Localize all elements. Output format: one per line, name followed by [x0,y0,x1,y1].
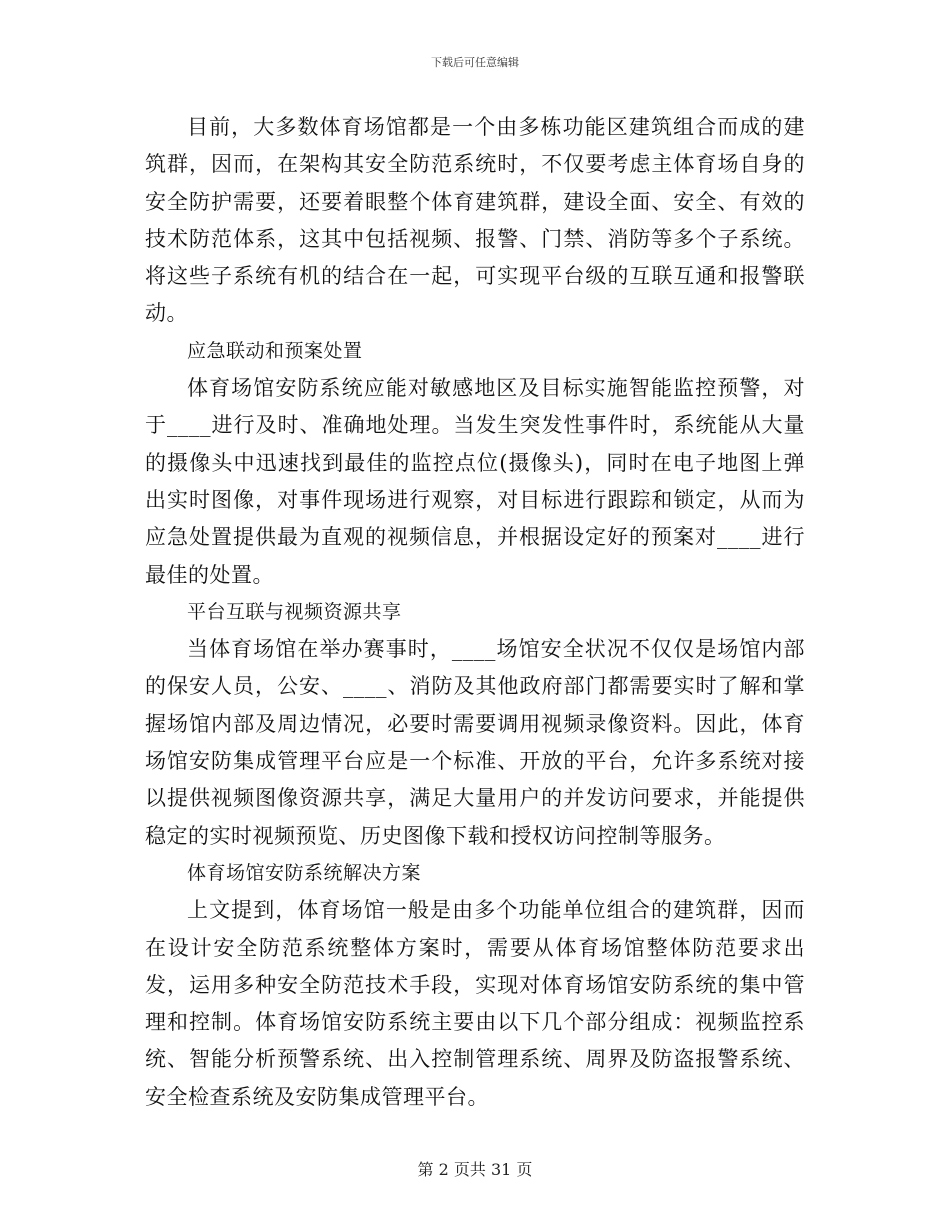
page-footer: 第 2 页共 31 页 [417,1160,533,1179]
page-header: 下载后可任意编辑 [431,56,519,69]
heading-solution: 体育场馆安防系统解决方案 [187,861,422,884]
paragraph-intro: 目前，大多数体育场馆都是一个由多栋功能区建筑组合而成的建筑群，因而，在架构其安全防范系统时，不仅要考虑主体育场自身的安全防护需要，还要着眼整个体育建筑群，建设全面、安全、有效的技术防范体系，这其中包括视频、报警、门禁、消防等多个子系统。将这些子系统有机的结合在一起，可实现平台级的互联互通和报警联动。 [145,115,805,326]
paragraph-solution: 上文提到，体育场馆一般是由多个功能单位组合的建筑群，因而在设计安全防范系统整体方案时，需要从体育场馆整体防范要求出发，运用多种安全防范技术手段，实现对体育场馆安防系统的集中管理和控制。体育场馆安防系统主要由以下几个部分组成：视频监控系统、智能分析预警系统、出入控制管理系统、周界及防盗报警系统、安全检查系统及安防集成管理平台。 [145,898,805,1109]
document-body [145,109,805,1116]
heading-platform-sharing: 平台互联与视频资源共享 [187,600,402,623]
paragraph-emergency: 体育场馆安防系统应能对敏感地区及目标实施智能监控预警，对于____进行及时、准确地处理。当发生突发性事件时，系统能从大量的摄像头中迅速找到最佳的监控点位(摄像头)，同时在电子地图上弹出实时图像，对事件现场进行观察，对目标进行跟踪和锁定，从而为应急处置提供最为直观的视频信息，并根据设定好的预案对____进行最佳的处置。 [145,376,805,587]
heading-emergency-linkage: 应急联动和预案处置 [187,339,363,362]
paragraph-platform: 当体育场馆在举办赛事时，____场馆安全状况不仅仅是场馆内部的保安人员，公安、____、消防及其他政府部门都需要实时了解和掌握场馆内部及周边情况，必要时需要调用视频录像资料。因此，体育场馆安防集成管理平台应是一个标准、开放的平台，允许多系统对接以提供视频图像资源共享，满足大量用户的并发访问要求，并能提供稳定的实时视频预览、历史图像下载和授权访问控制等服务。 [145,637,805,848]
